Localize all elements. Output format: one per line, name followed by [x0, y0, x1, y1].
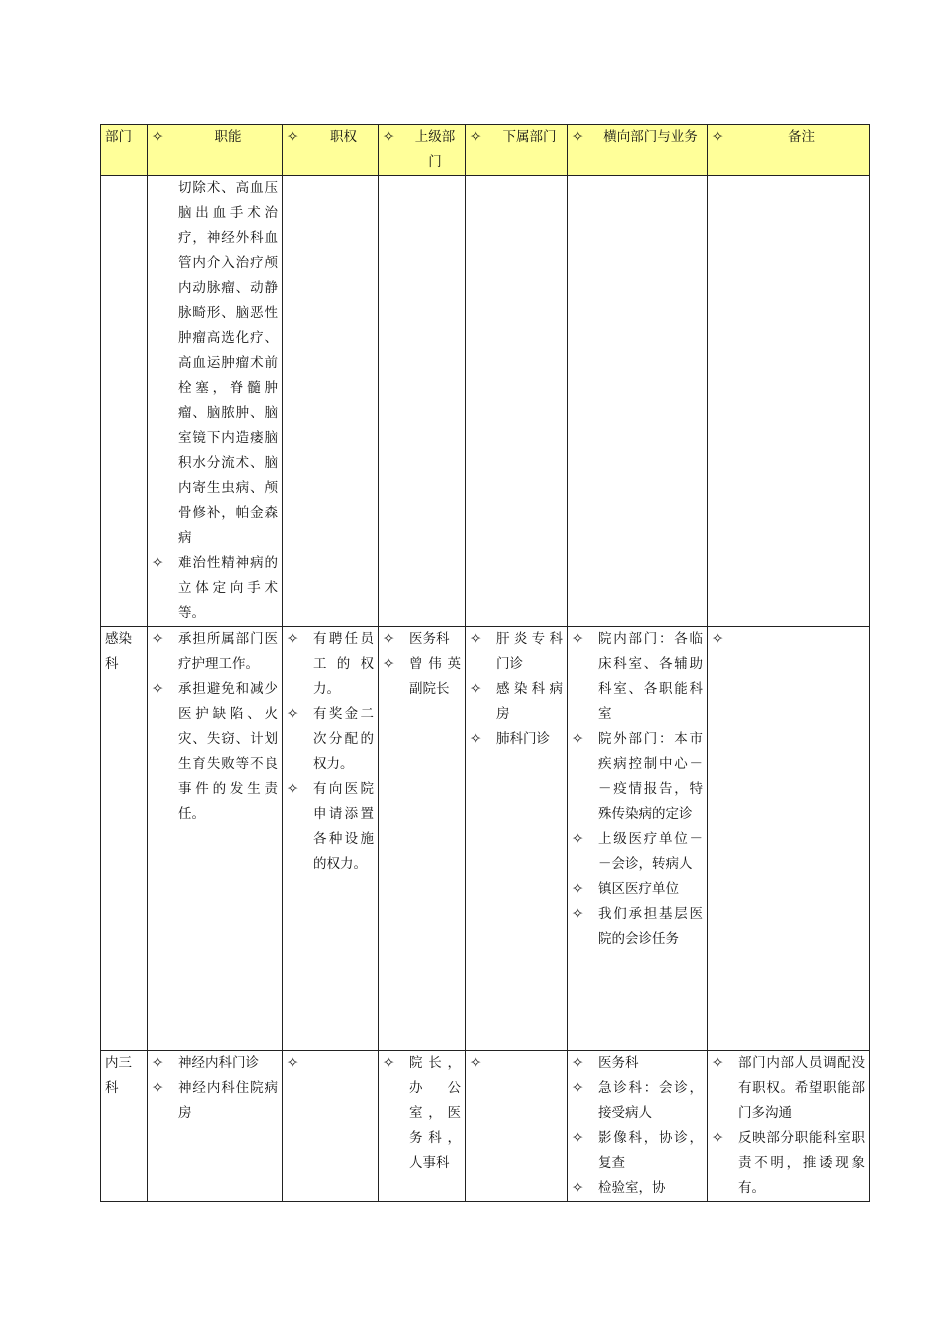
diamond-bullet-icon: ✧ [152, 555, 164, 571]
diamond-bullet-icon: ✧ [152, 129, 164, 145]
diamond-bullet-icon: ✧ [712, 1130, 724, 1146]
dept-cell: 感染科 [101, 627, 148, 1051]
notes-cell: ✧ 部门内部人员调配没有职权。希望职能部门多沟通 ✧ 反映部分职能科室职责不明，推诿现象有。 [708, 1051, 870, 1202]
diamond-bullet-icon: ✧ [712, 631, 724, 647]
power-cell [283, 1051, 379, 1202]
header-lateral: ✧ 横向部门与业务 [568, 125, 708, 176]
diamond-bullet-icon: ✧ [572, 1080, 584, 1096]
diamond-bullet-icon: ✧ [152, 631, 164, 647]
diamond-bullet-icon: ✧ [470, 731, 482, 747]
table-row [101, 1051, 870, 1202]
header-notes: ✧ 备注 [708, 125, 870, 176]
diamond-bullet-icon: ✧ [572, 631, 584, 647]
diamond-bullet-icon: ✧ [383, 631, 395, 647]
table-row [101, 176, 870, 627]
diamond-bullet-icon: ✧ [572, 906, 584, 922]
sub-cell [466, 1051, 568, 1202]
diamond-bullet-icon: ✧ [470, 681, 482, 697]
lateral-cell: ✧ 医务科 ✧ 急诊科：会诊，接受病人 ✧ 影像科，协诊，复查 ✧ 检验室，协 [568, 1051, 708, 1202]
header-upper: ✧ 上级部门 [379, 125, 466, 176]
header-sub: ✧ 下属部门 [466, 125, 568, 176]
diamond-bullet-icon: ✧ [470, 1055, 482, 1071]
lateral-cell: ✧ 院内部门：各临床科室、各辅助科室、各职能科室 ✧ 院外部门：本市疾病控制中心－－疫情报告，特殊传染病的定诊 ✧ 上级医疗单位－－会诊，转病人 ✧ 镇区医疗单位 ✧ 我们承担基层医院的会诊任务 [568, 627, 708, 1051]
header-func: ✧ 职能 [148, 125, 283, 176]
header-dept: 部门 [101, 125, 148, 176]
diamond-bullet-icon: ✧ [572, 1180, 584, 1196]
dept-cell: 内三科 [101, 1051, 148, 1202]
table-header-row [101, 125, 870, 176]
diamond-bullet-icon: ✧ [712, 129, 724, 145]
diamond-bullet-icon: ✧ [287, 1055, 299, 1071]
diamond-bullet-icon: ✧ [572, 1055, 584, 1071]
diamond-bullet-icon: ✧ [383, 129, 395, 145]
diamond-bullet-icon: ✧ [287, 706, 299, 722]
diamond-bullet-icon: ✧ [572, 1130, 584, 1146]
diamond-bullet-icon: ✧ [572, 881, 584, 897]
notes-cell [708, 627, 870, 1051]
func-cell: 切除术、高血压脑出血手术治疗，神经外科血管内介入治疗颅内动脉瘤、动静脉畸形、脑恶性肿瘤高选化疗、高血运肿瘤术前栓塞，脊髓肿瘤、脑脓肿、脑室镜下内造瘘脑积水分流术、脑内寄生虫病、颅骨修补，帕金森病 ✧ 难治性精神病的立体定向手术等。 [148, 176, 283, 627]
diamond-bullet-icon: ✧ [152, 681, 164, 697]
func-cell: ✧ 神经内科门诊 ✧ 神经内科住院病房 [148, 1051, 283, 1202]
power-cell: ✧ 有聘任员工的权力。 ✧ 有奖金二次分配的权力。 ✧ 有向医院申请添置各种设施的权力。 [283, 627, 379, 1051]
diamond-bullet-icon: ✧ [383, 1055, 395, 1071]
diamond-bullet-icon: ✧ [572, 731, 584, 747]
diamond-bullet-icon: ✧ [383, 656, 395, 672]
header-power: ✧ 职权 [283, 125, 379, 176]
diamond-bullet-icon: ✧ [712, 1055, 724, 1071]
department-function-table [100, 124, 870, 1202]
upper-cell: ✧ 医务科 ✧ 曾伟英副院长 [379, 627, 466, 1051]
diamond-bullet-icon: ✧ [572, 831, 584, 847]
diamond-bullet-icon: ✧ [287, 631, 299, 647]
table-row [101, 627, 870, 1051]
diamond-bullet-icon: ✧ [152, 1055, 164, 1071]
sub-cell: ✧ 肝炎专科门诊 ✧ 感染科病房 ✧ 肺科门诊 [466, 627, 568, 1051]
diamond-bullet-icon: ✧ [152, 1080, 164, 1096]
upper-cell: ✧ 院长，办公室，医务科，人事科 [379, 1051, 466, 1202]
diamond-bullet-icon: ✧ [287, 781, 299, 797]
diamond-bullet-icon: ✧ [470, 129, 482, 145]
diamond-bullet-icon: ✧ [470, 631, 482, 647]
func-cell: ✧ 承担所属部门医疗护理工作。 ✧ 承担避免和减少医护缺陷、火灾、失窃、计划生育失败等不良事件的发生责任。 [148, 627, 283, 1051]
diamond-bullet-icon: ✧ [287, 129, 299, 145]
diamond-bullet-icon: ✧ [572, 129, 584, 145]
